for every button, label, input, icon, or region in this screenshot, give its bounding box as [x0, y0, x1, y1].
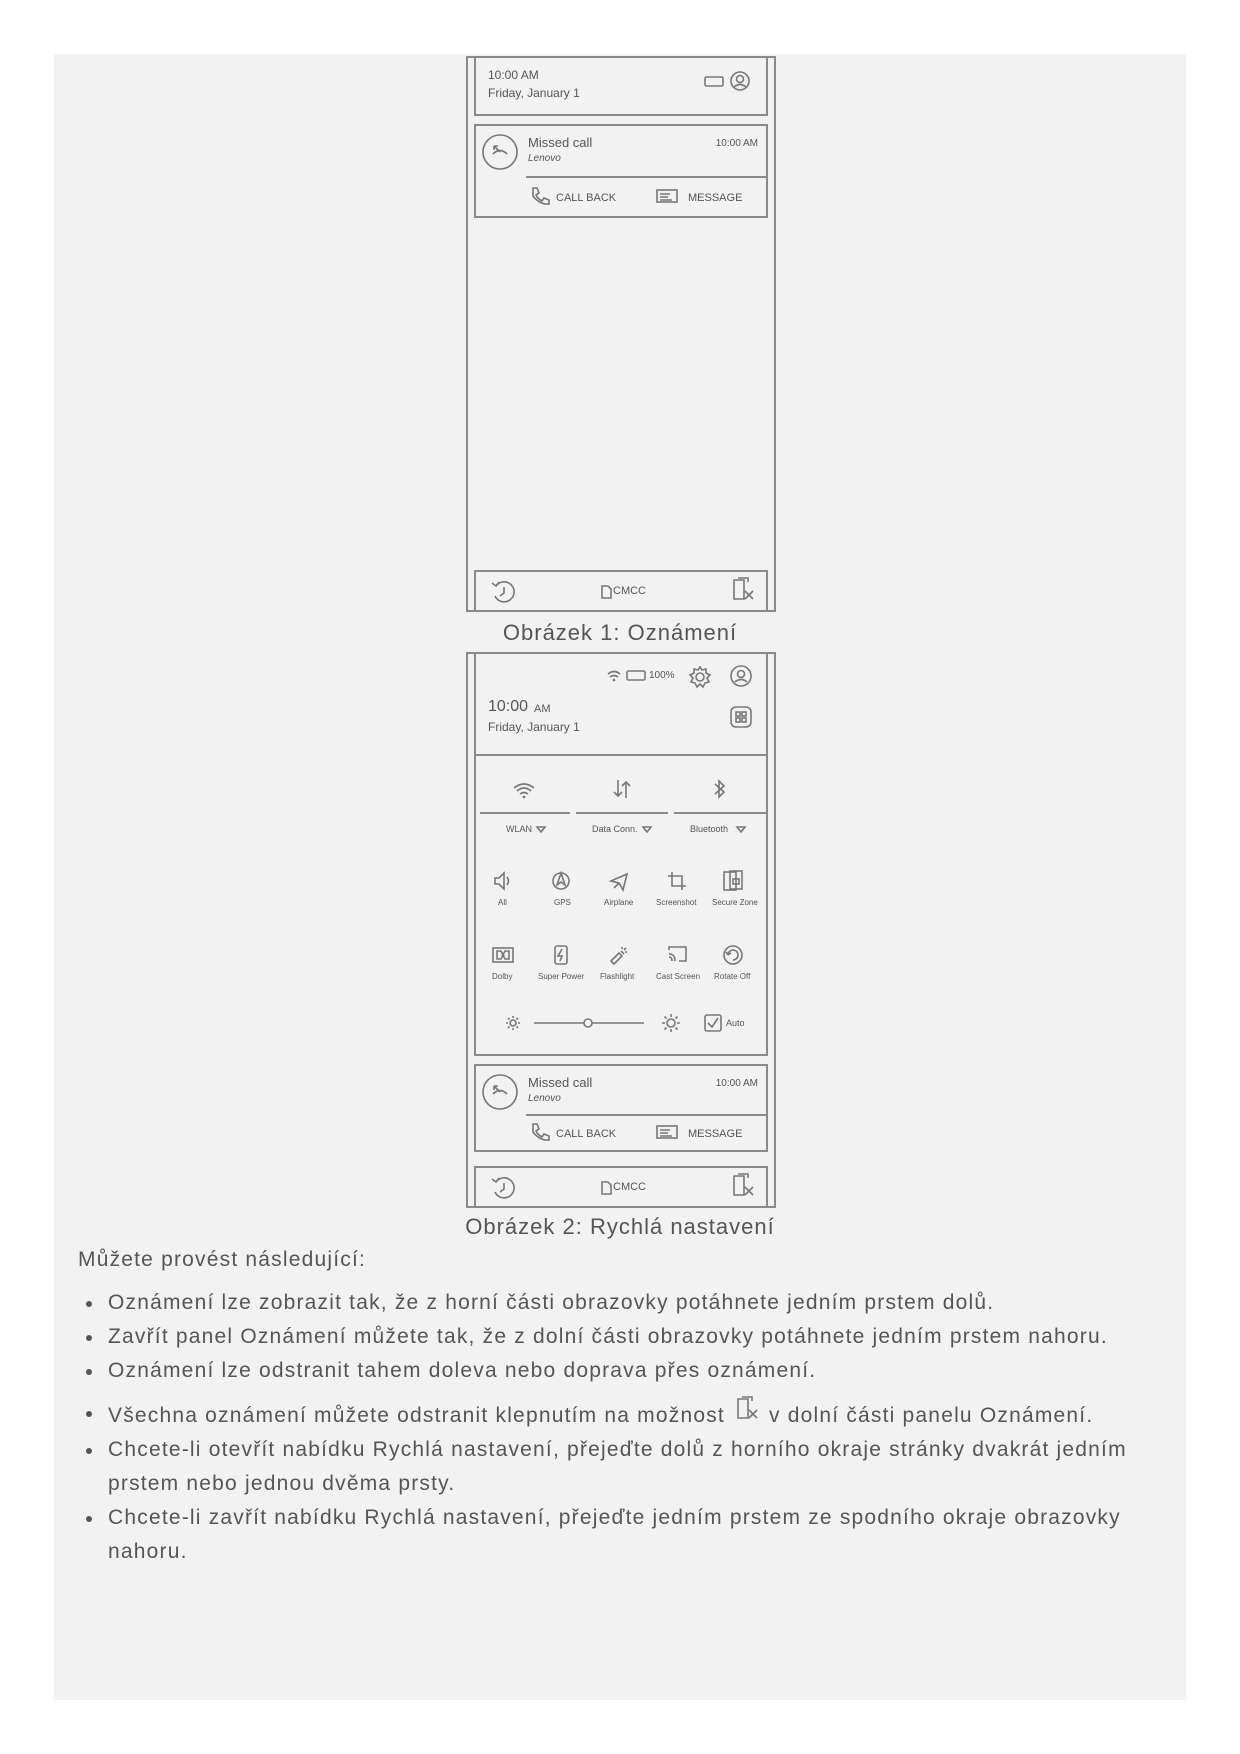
header-ampm: AM	[534, 703, 551, 715]
brightness-low-icon	[506, 1016, 520, 1030]
secure-zone-icon[interactable]	[722, 870, 744, 892]
list-item: Zavřít panel Oznámení můžete tak, že z dolní části obrazovky potáhnete jedním prstem nahoru.	[78, 1320, 1138, 1354]
auto-brightness-label: Auto	[726, 1018, 745, 1028]
call-back-button[interactable]: CALL BACK	[556, 192, 617, 204]
tile-rotate-off-label: Rotate Off	[714, 972, 751, 981]
history-icon[interactable]	[490, 1174, 518, 1202]
toggle-bluetooth-label[interactable]: Bluetooth	[690, 824, 729, 834]
battery-icon	[704, 76, 726, 88]
phone-icon	[530, 186, 550, 206]
list-item: Oznámení lze odstranit tahem doleva nebo doprava přes oznámení.	[78, 1354, 1138, 1388]
missed-call-notification[interactable]	[474, 1064, 768, 1152]
tile-flashlight-label: Flashlight	[600, 972, 635, 981]
tile-secure-zone-label: Secure Zone	[712, 898, 758, 907]
message-icon	[656, 188, 680, 204]
list-item: Oznámení lze zobrazit tak, že z horní části obrazovky potáhnete jedním prstem dolů.	[78, 1286, 1138, 1320]
tile-super-power-label: Super Power	[538, 972, 585, 981]
quick-settings-panel	[474, 754, 768, 1056]
missed-call-icon	[482, 1074, 518, 1110]
figure2-phone	[466, 652, 776, 1208]
wlan-dropdown-icon[interactable]	[536, 826, 546, 834]
list-item-part-2: v dolní části panelu Oznámení.	[769, 1404, 1094, 1427]
sim-icon	[600, 1181, 612, 1195]
figure2-caption: Obrázek 2: Rychlá nastavení	[465, 1214, 775, 1239]
auto-brightness-checkbox[interactable]	[704, 1014, 722, 1032]
list-item	[78, 1396, 1138, 1433]
clear-all-icon	[734, 1396, 760, 1424]
tile-airplane-label: Airplane	[604, 898, 634, 907]
cast-screen-icon[interactable]	[666, 944, 688, 966]
user-icon[interactable]	[730, 71, 752, 93]
screenshot-icon[interactable]	[666, 870, 688, 892]
status-header	[474, 58, 768, 116]
airplane-icon[interactable]	[608, 870, 630, 892]
flashlight-icon[interactable]	[608, 944, 630, 966]
brightness-high-icon	[662, 1014, 680, 1032]
brightness-slider[interactable]	[534, 1016, 646, 1030]
bluetooth-icon[interactable]	[712, 778, 728, 800]
edit-grid-icon[interactable]	[730, 706, 754, 730]
tile-all-label: All	[498, 898, 507, 907]
carrier-label: CMCC	[613, 1181, 646, 1193]
tile-screenshot-label: Screenshot	[656, 898, 697, 907]
list-item: Chcete-li otevřít nabídku Rychlá nastavení, přejeďte dolů z horního okraje stránky dvakrát jedním prstem nebo jednou dvěma prsty.	[78, 1433, 1138, 1501]
header-time: 10:00 AM	[488, 68, 539, 82]
list-item: Chcete-li zavřít nabídku Rychlá nastavení, přejeďte jedním prstem ze spodního okraje obrazovky nahoru.	[78, 1501, 1138, 1569]
notification-time: 10:00 AM	[715, 1078, 758, 1089]
notification-title: Missed call	[528, 1075, 593, 1090]
tile-cast-screen-label: Cast Screen	[656, 972, 701, 981]
dolby-icon[interactable]	[492, 944, 514, 966]
wlan-icon[interactable]	[512, 780, 536, 800]
missed-call-notification[interactable]	[474, 124, 768, 218]
bottom-bar	[474, 570, 768, 612]
data-connection-icon[interactable]	[611, 778, 633, 800]
notification-title: Missed call	[528, 135, 593, 150]
header-time: 10:00	[488, 698, 529, 715]
notification-time: 10:00 AM	[715, 138, 758, 149]
wifi-signal-icon	[606, 668, 622, 682]
carrier-label: CMCC	[613, 585, 646, 597]
notification-sub: Lenovo	[528, 1093, 561, 1104]
message-button[interactable]: MESSAGE	[688, 192, 743, 204]
intro-text: Můžete provést následující:	[78, 1248, 367, 1271]
super-power-icon[interactable]	[550, 944, 572, 966]
figure1-caption: Obrázek 1: Oznámení	[502, 620, 738, 645]
call-back-button[interactable]: CALL BACK	[556, 1128, 617, 1140]
sound-all-icon[interactable]	[492, 870, 514, 892]
user-icon[interactable]	[730, 665, 754, 689]
phone-icon	[530, 1122, 550, 1142]
toggle-data-label[interactable]: Data Conn.	[592, 824, 638, 834]
missed-call-icon	[482, 134, 518, 170]
quick-settings-header	[474, 654, 768, 756]
tile-gps-label: GPS	[554, 898, 571, 907]
rotate-icon[interactable]	[722, 944, 744, 966]
settings-gear-icon[interactable]	[688, 665, 712, 689]
clear-all-icon[interactable]	[730, 577, 756, 605]
history-icon[interactable]	[490, 578, 518, 606]
message-button[interactable]: MESSAGE	[688, 1128, 743, 1140]
sim-icon	[600, 585, 612, 599]
data-dropdown-icon[interactable]	[642, 826, 652, 834]
bottom-bar	[474, 1166, 768, 1208]
header-date: Friday, January 1	[488, 86, 580, 100]
toggle-wlan-label[interactable]: WLAN	[506, 824, 533, 834]
battery-icon	[626, 670, 648, 682]
header-date: Friday, January 1	[488, 720, 580, 734]
bluetooth-dropdown-icon[interactable]	[736, 826, 746, 834]
gps-icon[interactable]	[550, 870, 572, 892]
notification-sub: Lenovo	[528, 153, 561, 164]
battery-percent: 100%	[649, 670, 675, 681]
message-icon	[656, 1124, 680, 1140]
figure1-phone	[466, 56, 776, 612]
instruction-list	[78, 1286, 1138, 1569]
list-item-part-1: Všechna oznámení můžete odstranit klepnutím na možnost	[108, 1404, 725, 1427]
clear-all-icon[interactable]	[730, 1173, 756, 1201]
tile-dolby-label: Dolby	[492, 972, 513, 981]
